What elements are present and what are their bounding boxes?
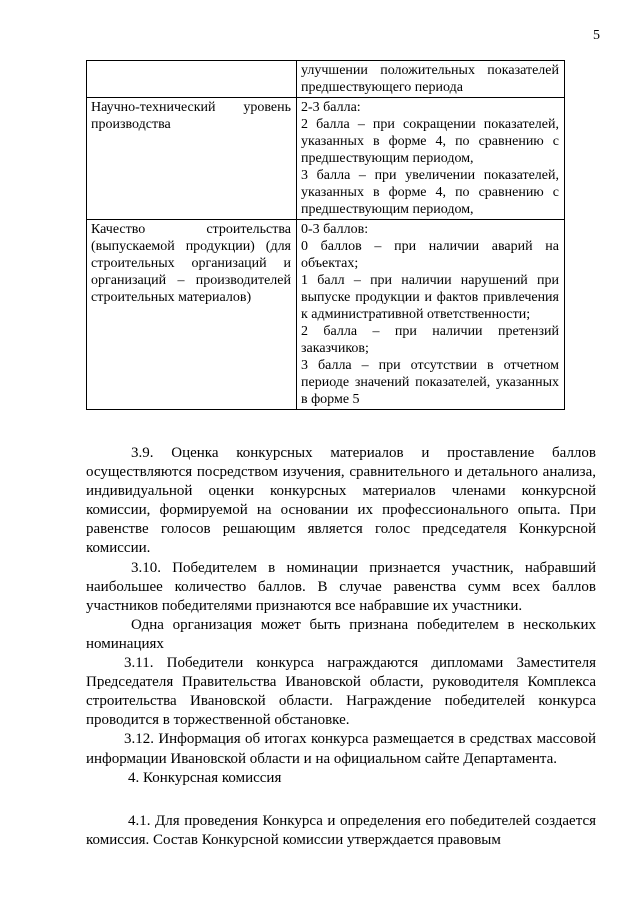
score-cell — [297, 220, 565, 410]
paragraph-3-10-note: Одна организация может быть признана победителем в нескольких номинациях — [86, 616, 596, 652]
paragraph-4-1: 4.1. Для проведения Конкурса и определения его победителей создается комиссия. Состав Конкурсной комиссии утверждается правовым — [86, 812, 596, 848]
body-text — [86, 444, 596, 850]
paragraph-3-9: 3.9. Оценка конкурсных материалов и проставление баллов осуществляются посредством изучения, сравнительного и детального анализа, индивидуальной оценки конкурсных материалов членами конкурсной комиссии, формируемой на основании их профессионального опыта. При равенстве голосов решающим является голос председателя Конкурсной комиссии. — [86, 445, 596, 557]
section-title: 4. Конкурсная комиссия — [128, 769, 282, 786]
score-line: 2 балла – при сокращении показателей, указанных в форме 4, по сравнению с предшествующим периодом, — [301, 117, 559, 166]
score-line: 3 балла – при увеличении показателей, указанных в форме 4, по сравнению с предшествующим периодом, — [301, 168, 559, 217]
table-row — [87, 220, 565, 410]
score-cell — [297, 61, 565, 98]
score-line: 3 балла – при отсутствии в отчетном периоде значений показателей, указанных в форме 5 — [301, 358, 559, 407]
score-line: 0 баллов – при наличии аварий на объектах; — [301, 239, 559, 271]
score-line: улучшении положительных показателей предшествующего периода — [301, 63, 559, 95]
criterion-cell: Научно-технический уровень производства — [87, 98, 297, 220]
paragraph-3-10: 3.10. Победителем в номинации признается участник, набравший наибольшее количество баллов. В случае равенства сумм всех баллов участников победителями признаются все набравшие их участники. — [86, 559, 596, 614]
table-row — [87, 98, 565, 220]
score-line: 1 балл – при наличии нарушений при выпуске продукции и фактов привлечения к административной ответственности; — [301, 273, 559, 322]
paragraph-3-12: 3.12. Информация об итогах конкурса размещается в средствах массовой информации Ивановской области и на официальном сайте Департамента. — [86, 731, 596, 767]
page-number: 5 — [593, 28, 600, 43]
paragraph-3-11: 3.11. Победители конкурса награждаются дипломами Заместителя Председателя Правительства Ивановской области, руководителя Комплекса строительства Ивановской области. Награждение победителей конкурса проводится в торжественной обстановке. — [86, 655, 596, 729]
score-cell — [297, 98, 565, 220]
criterion-cell: Качество строительства (выпускаемой продукции) (для строительных организаций и организаций – производителей строительных материалов) — [87, 220, 297, 410]
score-line: 2 балла – при наличии претензий заказчиков; — [301, 324, 559, 356]
criterion-cell — [87, 61, 297, 98]
table-row — [87, 61, 565, 98]
score-line: 0-3 баллов: — [301, 222, 369, 237]
criteria-table — [86, 60, 565, 410]
score-line: 2-3 балла: — [301, 100, 361, 115]
